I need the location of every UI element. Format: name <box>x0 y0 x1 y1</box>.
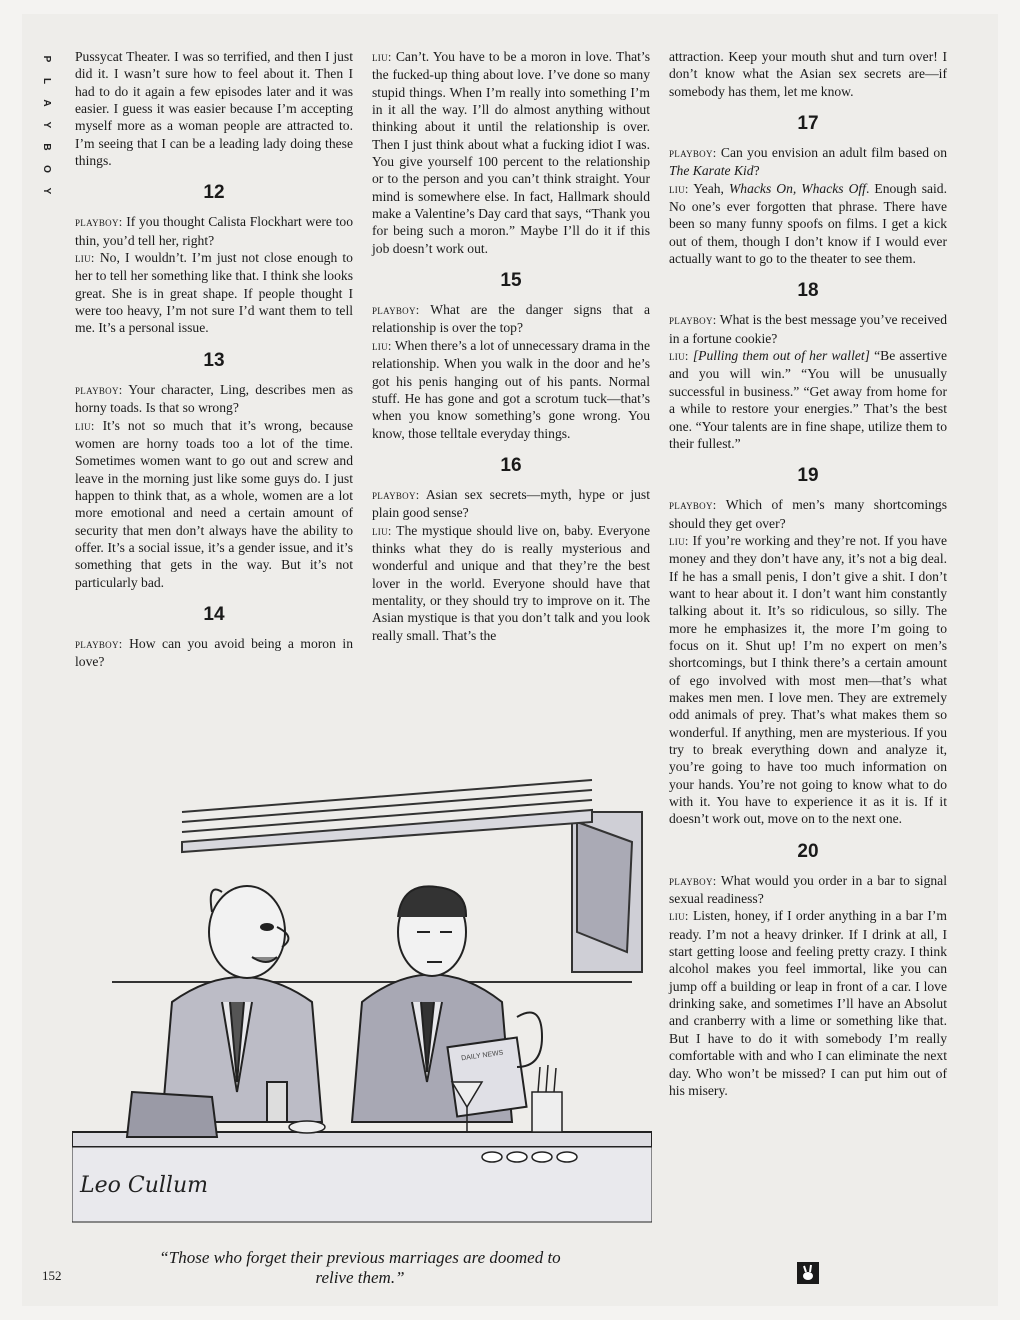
question <box>75 635 353 671</box>
answer <box>372 48 650 257</box>
rabbit-head-icon <box>797 1262 819 1284</box>
speaker-liu: liu: <box>372 523 392 538</box>
film-title: The Karate Kid <box>669 163 754 179</box>
answer-text: It’s not so much that it’s wrong, because women are horny toads too a lot of the time. Sometimes women want to go out and screw and leave in the morning just like some guys do. I just happen to think that, as a whole, women are a lot more emotional and need a certain amount of security that men don’t always have the ability to offer. It’s a social issue, it’s a gender issue, and it’s something that gets in the way. But it’s not particularly bad. <box>75 417 353 590</box>
newspaper-label: DAILY NEWS <box>460 1049 504 1063</box>
question-text: What would you order in a bar to signal sexual readiness? <box>669 872 947 907</box>
spine-letter: A <box>41 99 52 107</box>
page-number: 152 <box>42 1268 62 1283</box>
question <box>75 381 353 417</box>
question-number: 20 <box>797 840 819 862</box>
spine-playboy <box>36 48 56 202</box>
question <box>372 301 650 337</box>
answer-text: When there’s a lot of unnecessary drama in the relationship. When you walk in the door and he’s got his penis hanging out of his pants. Normal stuff. He has gone and got a scrotum tuck—that’s when you know something’s gone wrong. You know, those telltale everyday things. <box>372 337 650 441</box>
question-number: 12 <box>203 182 225 204</box>
answer <box>669 532 947 828</box>
speaker-liu: liu: <box>372 338 392 353</box>
question-number: 14 <box>203 603 225 625</box>
answer-text: The mystique should live on, baby. Everyone thinks what they do is really mysterious and wonderful and unique and that they’re the best lover in the world. Everyone should have that mentality, or they should try to improve on it. The Asian mystique is that you don’t talk and you look really small. That’s the <box>372 522 650 643</box>
answer <box>372 337 650 442</box>
speaker-liu: liu: <box>75 251 95 266</box>
question-number: 16 <box>500 454 522 476</box>
answer-text: . Enough said. No one’s ever forgotten that phrase. There have been so many funny spoofs on films. I get a kick out of them, though I don’t know if I would ever actually want to go to the theater to see them. <box>669 180 947 267</box>
spine-letter: Y <box>41 187 52 195</box>
question-text: What are the danger signs that a relationship is over the top? <box>372 302 650 336</box>
question-text: Can you envision an adult film based on <box>720 145 947 161</box>
speaker-liu: liu: <box>669 909 689 924</box>
question <box>75 213 353 249</box>
answer <box>669 347 947 452</box>
answer <box>669 907 947 1099</box>
question-text: Which of men’s many shortcomings should they get over? <box>669 497 948 531</box>
column-1 <box>75 48 353 671</box>
question-number: 13 <box>203 349 225 371</box>
question <box>669 144 947 180</box>
question-number: 17 <box>797 113 819 135</box>
answer <box>372 522 650 644</box>
paragraph: Pussycat Theater. I was so terrified, and then I just did it. I wasn’t sure how to feel about it. Then I had to do it again a few episodes later and it was easier. I guess it was easier because I’m accepting myself more as a woman people are attracted to. I’m seeing that I can be a leading lady doing these things. <box>75 49 353 169</box>
column-2 <box>372 48 650 644</box>
question <box>372 486 650 522</box>
question <box>669 872 947 908</box>
spine-letter: O <box>41 165 52 173</box>
answer-text: No, I wouldn’t. I’m just not close enough to her to tell her something like that. I think she looks great. She is in great shape. If people thought I were too heavy, I’m not sure I’d want them to tell me. It’s a personal issue. <box>75 250 353 336</box>
spine-letter: P <box>41 55 52 63</box>
film-title: Whacks On, Whacks Off <box>728 180 866 196</box>
speaker-liu: liu: <box>75 418 95 433</box>
question-text: Your character, Ling, describes men as horny toads. Is that so wrong? <box>75 381 353 416</box>
speaker-playboy: playboy: <box>75 382 123 397</box>
question-text: ? <box>753 163 760 179</box>
answer <box>75 417 353 591</box>
answer-text: Yeah, <box>693 180 729 196</box>
spine-letter: L <box>41 77 52 85</box>
question-text: Asian sex secrets—myth, hype or just plain good sense? <box>372 486 650 521</box>
answer-text: Can’t. You have to be a moron in love. That’s the fucked-up thing about love. I’ve done so many stupid things. When I’m really into something I’m in it all the way. I’ll do almost anything without thinking about it until the relationship is over. Then I just think about what a fucking idiot I was. You give yourself 100 percent to the relationship or to the person and you can’t think straight. Your mind is somewhere else. In fact, Hallmark should make a Valentine’s Day card that says, “Thank you for being such a moron.” Maybe I’ll do it if this job doesn’t work out. <box>372 49 650 256</box>
answer <box>669 180 947 268</box>
speaker-liu: liu: <box>669 349 689 364</box>
answer-text: If you’re working and they’re not. If you have money and they don’t have any, it’s not a big deal. If he has a small penis, I don’t give a shit. I don’t want to hear about it. I don’t want him constantly talking about it. It’s so ridiculous, so silly. The more he emphasizes it, the more I’m going to focus on it. Shut up! I’m no expert on men’s shortcomings, but I think there’s a certain amount of ego involved with most men—that’s what makes men men. I love men. They are extremely odd animals of prey. That’s what makes them so wonderful. If anything, men are mysterious. If you try to break everything down and analyze it, you’re going to have too much information on your hands. You’re not going to know what to do with it. You have to experience it as it is. If it doesn’t work out, move on to the next one. <box>669 532 947 827</box>
question-text: How can you avoid being a moron in love? <box>75 635 353 670</box>
paragraph: attraction. Keep your mouth shut and turn over! I don’t know what the Asian sex secrets are—if somebody has them, let me know. <box>669 49 947 99</box>
question <box>669 311 947 347</box>
question-text: What is the best message you’ve received in a fortune cookie? <box>669 312 948 346</box>
answer-text: “Be assertive and you will win.” “You will be unusually successful in business.” “Get away from home for a while to restore your energies.” That’s the best one. “Your talents are in fine shape, utilize them to their fullest.” <box>669 348 947 451</box>
question <box>669 496 947 532</box>
speaker-playboy: playboy: <box>669 313 717 328</box>
question-number: 18 <box>797 280 819 302</box>
cartoon-caption: “Those who forget their previous marriages are doomed to relive them.” <box>159 1248 561 1287</box>
question-number: 15 <box>500 270 522 292</box>
spine-letter: Y <box>41 121 52 129</box>
speaker-playboy: playboy: <box>75 215 123 230</box>
artist-signature: Leo Cullum <box>80 1173 208 1198</box>
question-text: If you thought Calista Flockhart were too thin, you’d tell her, right? <box>75 214 353 248</box>
cartoon-illustration <box>72 752 652 1232</box>
speaker-liu: liu: <box>669 181 689 196</box>
speaker-playboy: playboy: <box>372 487 420 502</box>
speaker-playboy: playboy: <box>669 873 717 888</box>
answer <box>75 249 353 337</box>
speaker-playboy: playboy: <box>372 303 420 318</box>
answer-text: Listen, honey, if I order anything in a bar I’m ready. I’m not a heavy drinker. If I drink at all, I start getting loose and feeling pretty crazy. I think alcohol makes you feel immortal, like you can jump off a building or leap in front of a car. I love drinking sake, and sometimes I’ll have an Absolut and cranberry with a lime or something like that. But I have to do it with somebody I’m really comfortable with and who I can eliminate the next day. Who won’t be missed? I can put him out of his misery. <box>669 908 948 1098</box>
column-3 <box>669 48 947 1099</box>
speaker-playboy: playboy: <box>669 146 717 161</box>
question-number: 19 <box>797 465 819 487</box>
speaker-liu: liu: <box>669 533 689 548</box>
end-mark-icon <box>797 1262 819 1284</box>
speaker-playboy: playboy: <box>669 498 717 513</box>
stage-direction: [Pulling them out of her wallet] <box>692 348 870 364</box>
speaker-liu: liu: <box>372 50 392 64</box>
spine-letter: B <box>41 143 52 151</box>
speaker-playboy: playboy: <box>75 636 123 651</box>
